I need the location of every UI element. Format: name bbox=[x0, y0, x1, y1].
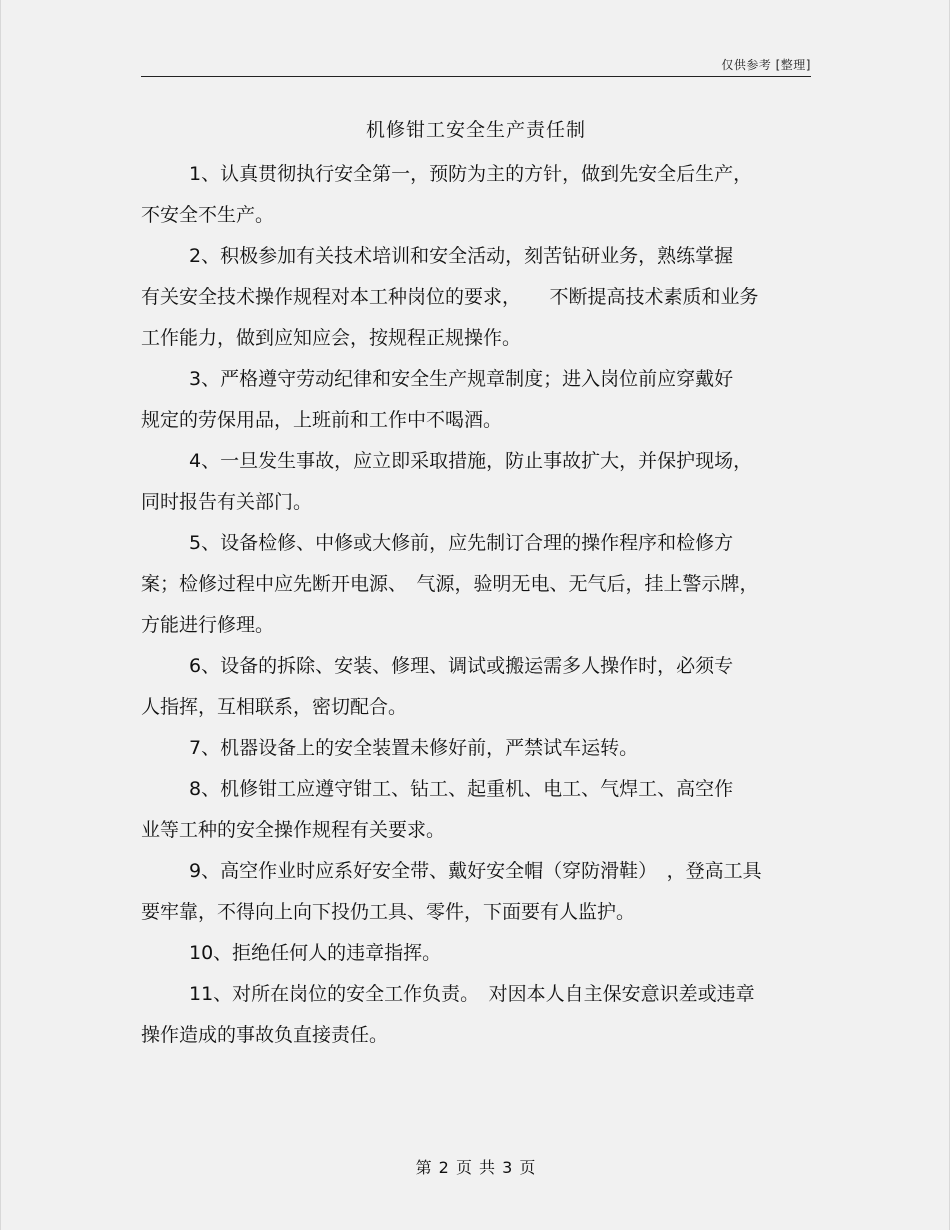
paragraph-line: 操作造成的事故负直接责任。 bbox=[141, 1024, 389, 1046]
document-title: 机修钳工安全生产责任制 bbox=[365, 119, 586, 141]
page-footer bbox=[1, 1155, 950, 1178]
clause-paragraph bbox=[141, 441, 811, 523]
page-header bbox=[141, 54, 811, 77]
paragraph-line: 11、对所在岗位的安全工作负责。 对因本人自主保安意识差或违章 bbox=[189, 983, 755, 1005]
paragraph-line: 同时报告有关部门。 bbox=[141, 491, 313, 513]
paragraph-line: 2、积极参加有关技术培训和安全活动，刻苦钻研业务，熟练掌握 bbox=[189, 245, 734, 267]
paragraph-line: 要牢靠，不得向上向下投仍工具、零件，下面要有人监护。 bbox=[141, 901, 636, 923]
paragraph-line: 工作能力，做到应知应会，按规程正规操作。 bbox=[141, 327, 522, 349]
paragraph-line: 8、机修钳工应遵守钳工、钻工、起重机、电工、气焊工、高空作 bbox=[189, 778, 734, 800]
paragraph-line: 10、拒绝任何人的违章指挥。 bbox=[189, 942, 442, 964]
clause-paragraph bbox=[141, 523, 811, 646]
clause-paragraph bbox=[141, 769, 811, 851]
page-number: 第 2 页 共 3 页 bbox=[415, 1158, 537, 1177]
clause-paragraph bbox=[141, 359, 811, 441]
paragraph-line: 7、机器设备上的安全装置未修好前，严禁试车运转。 bbox=[189, 737, 639, 759]
paragraph-line: 规定的劳保用品，上班前和工作中不喝酒。 bbox=[141, 409, 503, 431]
paragraph-line: 9、高空作业时应系好安全带、戴好安全帽（穿防滑鞋） ，登高工具 bbox=[189, 860, 762, 882]
document-body bbox=[141, 154, 811, 1056]
paragraph-line: 5、设备检修、中修或大修前，应先制订合理的操作程序和检修方 bbox=[189, 532, 734, 554]
paragraph-line: 方能进行修理。 bbox=[141, 614, 275, 636]
header-text: 仅供参考 [整理] bbox=[721, 58, 811, 72]
paragraph-line: 不安全不生产。 bbox=[141, 204, 275, 226]
paragraph-line: 业等工种的安全操作规程有关要求。 bbox=[141, 819, 446, 841]
clause-paragraph bbox=[141, 728, 811, 769]
paragraph-line: 4、一旦发生事故，应立即采取措施，防止事故扩大，并保护现场， bbox=[189, 450, 753, 472]
paragraph-line: 案；检修过程中应先断开电源、 气源，验明无电、无气后，挂上警示牌， bbox=[141, 573, 759, 595]
clause-paragraph bbox=[141, 851, 811, 933]
paragraph-line: 人指挥，互相联系，密切配合。 bbox=[141, 696, 408, 718]
clause-paragraph bbox=[141, 154, 811, 236]
paragraph-line: 3、严格遵守劳动纪律和安全生产规章制度；进入岗位前应穿戴好 bbox=[189, 368, 734, 390]
clause-paragraph bbox=[141, 933, 811, 974]
clause-paragraph bbox=[141, 974, 811, 1056]
clause-paragraph bbox=[141, 236, 811, 359]
paragraph-line: 1、认真贯彻执行安全第一，预防为主的方针，做到先安全后生产， bbox=[189, 163, 753, 185]
paragraph-line: 有关安全技术操作规程对本工种岗位的要求， 不断提高技术素质和业务 bbox=[141, 286, 759, 308]
clause-paragraph bbox=[141, 646, 811, 728]
paragraph-line: 6、设备的拆除、安装、修理、调试或搬运需多人操作时，必须专 bbox=[189, 655, 734, 677]
